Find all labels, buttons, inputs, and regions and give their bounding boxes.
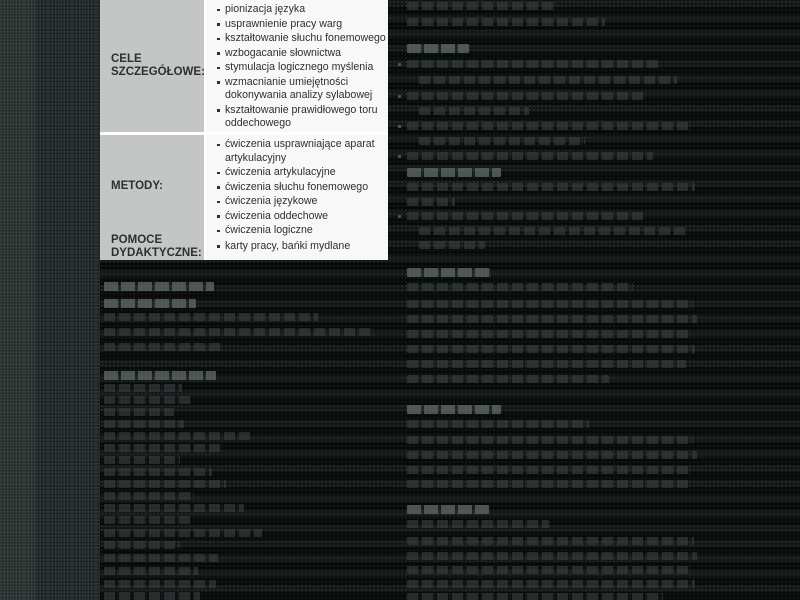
illegible-text-line [104,328,374,336]
illegible-text-line [104,504,244,512]
illegible-text-line [407,436,693,444]
illegible-text-line [407,198,455,206]
illegible-text-line [407,60,659,68]
illegible-text-line [407,451,697,459]
illegible-text-line [407,183,695,191]
illegible-text-line [407,283,633,291]
illegible-text-line [407,537,694,545]
illegible-text-line [407,593,663,600]
bullet-list-aids [208,240,386,255]
list-item: wzbogacanie słownictwa [216,47,394,61]
illegible-text-line [104,343,222,351]
illegible-text-line [407,315,697,323]
illegible-text-line [407,212,643,220]
obscured-left-column [100,268,398,600]
illegible-text-line [407,330,690,338]
list-item: ćwiczenia usprawniające aparat artykulacyjny [216,138,394,165]
illegible-text-line [104,492,194,500]
illegible-text-line [407,18,605,26]
left-margin-texture [0,0,100,600]
illegible-text-line [419,227,687,235]
illegible-text-line [104,371,216,380]
illegible-text-line [407,520,549,528]
illegible-text-line [407,566,692,574]
illegible-text-line [407,552,697,560]
illegible-text-line [104,444,222,452]
list-item: kształtowanie słuchu fonemowego [216,32,394,46]
illegible-text-line [407,345,695,353]
illegible-text-line [104,541,180,549]
illegible-text-line [104,516,190,524]
list-item: kształtowanie prawidłowego toru oddechowego [216,104,394,131]
list-item: stymulacja logicznego myślenia [216,61,394,75]
list-item: usprawnienie pracy warg [216,18,394,32]
left-margin-inner-band [0,0,36,600]
row-content-metody [206,135,388,239]
illegible-text-line [104,580,216,588]
list-item: pionizacja języka [216,3,394,17]
illegible-text-line [407,300,693,308]
illegible-text-line [407,466,691,474]
list-item: ćwiczenia oddechowe [216,210,394,224]
illegible-text-line [407,375,609,383]
table-row-pomoce-dydaktyczne [100,234,388,260]
row-label-metody [100,135,204,239]
illegible-text-line [104,384,182,392]
illegible-text-line [407,122,691,130]
list-item: wzmacnianie umiejętności dokonywania analizy sylabowej [216,76,394,103]
row-label-cele-szczegolowe [100,0,204,132]
row-label-text: METODY: [111,180,163,193]
bullet-list-methods [208,138,394,238]
list-item: ćwiczenia logiczne [216,224,394,238]
row-label-text: CELE SZCZEGÓŁOWE: [111,53,205,78]
row-content-pomoce-dydaktyczne [206,234,388,260]
bullet-list-goals [208,3,394,131]
illegible-text-line [104,456,180,464]
illegible-text-line [407,2,557,10]
illegible-text-line [407,420,589,428]
list-item: ćwiczenia językowe [216,195,394,209]
illegible-text-line [407,92,645,100]
table-row-metody [100,135,388,236]
illegible-text-line [104,408,174,416]
illegible-text-line [104,313,318,321]
illegible-text-line [104,432,250,440]
illegible-text-line [407,360,686,368]
lesson-info-table [100,0,388,260]
row-content-cele-szczegolowe [206,0,388,132]
list-item: ćwiczenia słuchu fonemowego [216,181,394,195]
illegible-text-line [419,107,529,115]
row-label-pomoce-dydaktyczne [100,234,204,260]
illegible-text-line [407,168,501,177]
illegible-text-line [104,529,262,537]
illegible-text-line [407,480,688,488]
obscured-right-column [393,0,706,600]
illegible-text-line [407,405,501,414]
row-label-text: POMOCE DYDAKTYCZNE: [111,234,202,259]
illegible-text-line [104,420,184,428]
illegible-text-line [104,396,192,404]
illegible-text-line [407,44,469,53]
illegible-text-line [407,268,491,277]
table-row-cele-szczegolowe [100,0,388,132]
illegible-text-line [104,299,196,308]
list-item: karty pracy, bańki mydlane [216,240,386,254]
illegible-text-line [407,505,489,514]
illegible-text-line [419,137,585,145]
list-item: ćwiczenia artykulacyjne [216,166,394,180]
illegible-text-line [419,76,677,84]
illegible-text-line [104,282,214,291]
illegible-text-line [407,580,695,588]
illegible-text-line [407,152,653,160]
illegible-text-line [104,592,200,600]
illegible-text-line [104,468,212,476]
illegible-text-line [104,567,198,575]
illegible-text-line [419,241,485,249]
illegible-text-line [104,480,226,488]
illegible-text-line [104,554,218,562]
